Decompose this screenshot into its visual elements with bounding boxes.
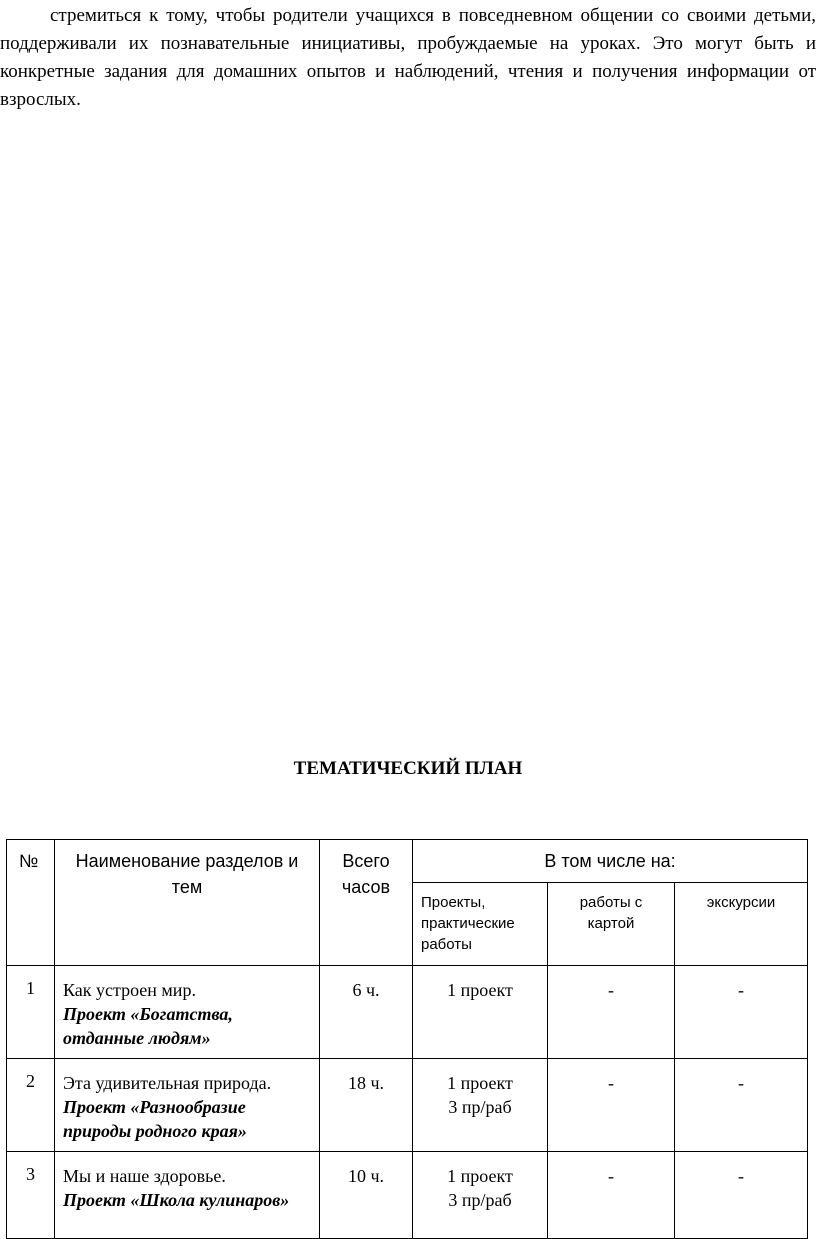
- row-project: Проект «Разнообразие природы родного края»: [63, 1097, 247, 1141]
- row-project: Проект «Богатства, отданные людям»: [63, 1004, 233, 1048]
- row-name: Как устроен мир.: [63, 980, 196, 1000]
- row-name: Эта удивительная природа.: [63, 1073, 272, 1093]
- row-excursions: -: [675, 1152, 808, 1239]
- row-map-work: -: [548, 1059, 675, 1152]
- table-row: [7, 1059, 808, 1152]
- row-number: 1: [7, 966, 55, 1059]
- header-name: Наименование разделов и тем: [55, 840, 320, 966]
- intro-paragraph: стремиться к тому, чтобы родители учащихся в повседневном общении со своими детьми, поддерживали их познавательные инициативы, пробуждаемые на уроках. Это могут быть и конкретные задания для домашних опытов и наблюдений, чтения и получения информации от взрослых.: [0, 5, 816, 110]
- table-row: [7, 1152, 808, 1239]
- header-row: [7, 840, 808, 883]
- row-map-work: -: [548, 966, 675, 1059]
- header-projects: Проекты, практические работы: [413, 883, 548, 966]
- row-hours: 6 ч.: [320, 966, 413, 1059]
- header-excursions: экскурсии: [675, 883, 808, 966]
- row-name-cell: [55, 1152, 320, 1239]
- row-excursions: -: [675, 1059, 808, 1152]
- row-projects-cell: [413, 1059, 548, 1152]
- row-name-cell: [55, 1059, 320, 1152]
- header-including: В том числе на:: [413, 840, 808, 883]
- row-name: Мы и наше здоровье.: [63, 1166, 226, 1186]
- row-number: 2: [7, 1059, 55, 1152]
- row-name-cell: [55, 966, 320, 1059]
- header-map-work: работы с картой: [548, 883, 675, 966]
- row-projects-cell: [413, 966, 548, 1059]
- row-hours: 18 ч.: [320, 1059, 413, 1152]
- row-project: Проект «Школа кулинаров»: [63, 1190, 290, 1210]
- header-number: №: [7, 840, 55, 966]
- row-practical: 3 пр/раб: [448, 1097, 512, 1117]
- header-hours: Всего часов: [320, 840, 413, 966]
- row-excursions: -: [675, 966, 808, 1059]
- row-practical: 3 пр/раб: [448, 1190, 512, 1210]
- page-title: ТЕМАТИЧЕСКИЙ ПЛАН: [293, 758, 523, 779]
- row-projects: 1 проект: [447, 1166, 513, 1186]
- row-number: 3: [7, 1152, 55, 1239]
- row-projects: 1 проект: [447, 1073, 513, 1093]
- row-map-work: -: [548, 1152, 675, 1239]
- row-projects: 1 проект: [447, 980, 513, 1000]
- row-projects-cell: [413, 1152, 548, 1239]
- table-row: [7, 966, 808, 1059]
- row-hours: 10 ч.: [320, 1152, 413, 1239]
- thematic-plan-table: [6, 839, 808, 1239]
